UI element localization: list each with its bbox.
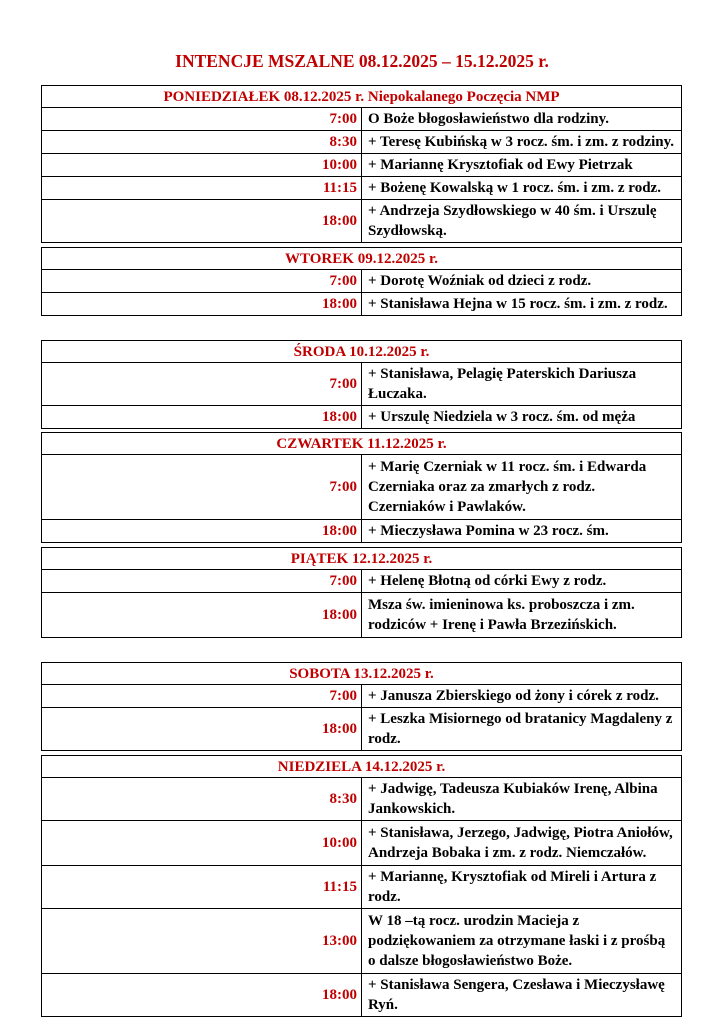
mass-time: 18:00	[42, 520, 362, 543]
mass-intention: + Mariannę Krysztofiak od Ewy Pietrzak	[362, 154, 682, 177]
table-row	[42, 974, 682, 1017]
mass-time: 18:00	[42, 708, 362, 751]
mass-intention: + Janusza Zbierskiego od żony i córek z rodz.	[362, 685, 682, 708]
table-row	[42, 708, 682, 751]
mass-intention: + Bożenę Kowalską w 1 rocz. śm. i zm. z rodz.	[362, 177, 682, 200]
mass-intention: Msza św. imieninowa ks. proboszcza i zm. rodziców + Irenę i Pawła Brzezińskich.	[362, 593, 682, 638]
mass-time: 13:00	[42, 909, 362, 974]
mass-intention: O Boże błogosławieństwo dla rodziny.	[362, 108, 682, 131]
table-row	[42, 177, 682, 200]
day-table-sunday	[41, 755, 682, 1017]
mass-time: 18:00	[42, 200, 362, 243]
day-header: WTOREK 09.12.2025 r.	[42, 248, 682, 270]
mass-time: 18:00	[42, 293, 362, 316]
day-table-tuesday	[41, 247, 682, 316]
table-row	[42, 593, 682, 638]
table-row	[42, 866, 682, 909]
table-row	[42, 821, 682, 866]
day-header: PONIEDZIAŁEK 08.12.2025 r. Niepokalanego Poczęcia NMP	[42, 86, 682, 108]
mass-time: 18:00	[42, 406, 362, 429]
day-table-saturday	[41, 662, 682, 751]
mass-intention: + Mieczysława Pomina w 23 rocz. śm.	[362, 520, 682, 543]
page-title: INTENCJE MSZALNE 08.12.2025 – 15.12.2025 r.	[175, 51, 549, 71]
mass-time: 7:00	[42, 270, 362, 293]
table-row	[42, 406, 682, 429]
mass-intention: + Stanisława Sengera, Czesława i Mieczysławę Ryń.	[362, 974, 682, 1017]
mass-time: 10:00	[42, 821, 362, 866]
mass-intention: + Stanisława, Jerzego, Jadwigę, Piotra Aniołów, Andrzeja Bobaka i zm. z rodz. Niemczałów.	[362, 821, 682, 866]
table-row	[42, 363, 682, 406]
table-row	[42, 909, 682, 974]
table-row	[42, 154, 682, 177]
mass-intention: + Teresę Kubińską w 3 rocz. śm. i zm. z rodziny.	[362, 131, 682, 154]
mass-time: 18:00	[42, 974, 362, 1017]
day-table-thursday	[41, 432, 682, 543]
table-row	[42, 293, 682, 316]
mass-intention: + Jadwigę, Tadeusza Kubiaków Irenę, Albina Jankowskich.	[362, 778, 682, 821]
mass-time: 7:00	[42, 685, 362, 708]
mass-intention: + Urszulę Niedziela w 3 rocz. śm. od męża	[362, 406, 682, 429]
day-table-wednesday	[41, 340, 682, 429]
table-row	[42, 520, 682, 543]
table-row	[42, 455, 682, 520]
mass-time: 8:30	[42, 131, 362, 154]
mass-time: 7:00	[42, 108, 362, 131]
day-header: NIEDZIELA 14.12.2025 r.	[42, 756, 682, 778]
day-header: CZWARTEK 11.12.2025 r.	[42, 433, 682, 455]
mass-time: 7:00	[42, 570, 362, 593]
day-table-friday	[41, 547, 682, 638]
mass-intention: + Stanisława Hejna w 15 rocz. śm. i zm. z rodz.	[362, 293, 682, 316]
table-row	[42, 270, 682, 293]
table-row	[42, 200, 682, 243]
table-row	[42, 778, 682, 821]
mass-time: 8:30	[42, 778, 362, 821]
mass-intention: + Mariannę, Krysztofiak od Mireli i Artura z rodz.	[362, 866, 682, 909]
mass-time: 7:00	[42, 363, 362, 406]
day-header: PIĄTEK 12.12.2025 r.	[42, 548, 682, 570]
day-header: ŚRODA 10.12.2025 r.	[42, 341, 682, 363]
table-row	[42, 685, 682, 708]
mass-intention: + Dorotę Woźniak od dzieci z rodz.	[362, 270, 682, 293]
table-row	[42, 570, 682, 593]
mass-time: 11:15	[42, 177, 362, 200]
table-row	[42, 131, 682, 154]
mass-intention: + Stanisława, Pelagię Paterskich Dariusza Łuczaka.	[362, 363, 682, 406]
mass-time: 10:00	[42, 154, 362, 177]
day-header: SOBOTA 13.12.2025 r.	[42, 663, 682, 685]
day-table-monday	[41, 85, 682, 243]
mass-time: 7:00	[42, 455, 362, 520]
mass-intention: + Helenę Błotną od córki Ewy z rodz.	[362, 570, 682, 593]
mass-intention: + Leszka Misiornego od bratanicy Magdaleny z rodz.	[362, 708, 682, 751]
mass-intention: + Marię Czerniak w 11 rocz. śm. i Edwarda Czerniaka oraz za zmarłych z rodz. Czerniaków i Pawlaków.	[362, 455, 682, 520]
mass-intention: + Andrzeja Szydłowskiego w 40 śm. i Urszulę Szydłowską.	[362, 200, 682, 243]
mass-time: 11:15	[42, 866, 362, 909]
mass-intention: W 18 –tą rocz. urodzin Macieja z podziękowaniem za otrzymane łaski i z prośbą o dalsze błogosławieństwo Boże.	[362, 909, 682, 974]
mass-time: 18:00	[42, 593, 362, 638]
table-row	[42, 108, 682, 131]
